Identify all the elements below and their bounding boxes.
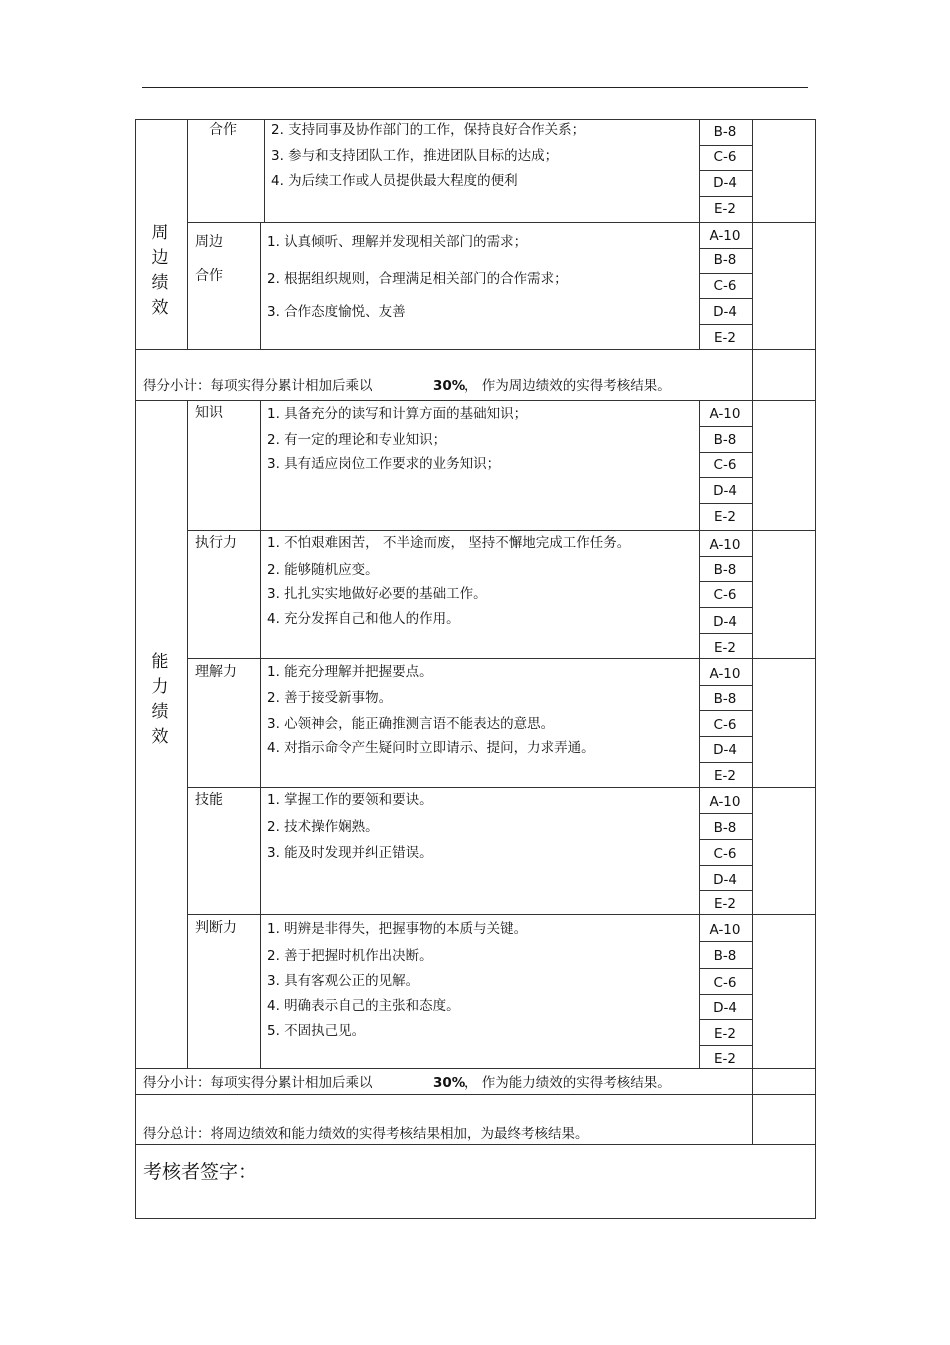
grade-option: E-2: [714, 1026, 736, 1042]
grade-option: C-6: [713, 278, 737, 294]
grade-option: B-8: [713, 562, 737, 578]
grand-total-text: 得分总计：将周边绩效和能力绩效的实得考核结果相加，为最终考核结果。: [143, 1126, 589, 1142]
grade-divider: [699, 273, 752, 274]
grade-option: E-2: [714, 896, 736, 912]
grade-divider: [699, 633, 752, 634]
subcategory-judgment: 判断力: [195, 920, 237, 936]
grade-option: D-4: [713, 614, 737, 630]
grade-option: B-8: [713, 948, 737, 964]
subcategory-execution: 执行力: [195, 535, 237, 551]
subtotal-ability-label: 得分小计：每项实得分累计相加后乘以: [143, 1075, 373, 1091]
row-divider: [187, 914, 816, 915]
criteria-item: 3. 具有适应岗位工作要求的业务知识；: [267, 456, 501, 472]
grade-divider: [699, 968, 752, 969]
grade-divider: [699, 994, 752, 995]
category-ability: 能力绩效: [151, 652, 169, 747]
grade-option: D-4: [713, 175, 737, 191]
grade-divider: [699, 452, 752, 453]
criteria-item: 1. 明辨是非得失，把握事物的本质与关键。: [267, 921, 528, 937]
criteria-item: 4. 对指示命令产生疑问时立即请示、提问，力求弄通。: [267, 740, 595, 756]
subcategory-skill: 技能: [195, 792, 223, 808]
grade-option: B-8: [713, 432, 737, 448]
grade-divider: [699, 170, 752, 171]
grade-divider: [699, 941, 752, 942]
grade-divider: [699, 736, 752, 737]
criteria-item: 4. 明确表示自己的主张和态度。: [267, 998, 460, 1014]
criteria-item: 1. 认真倾听、理解并发现相关部门的需求；: [267, 234, 528, 250]
grade-option: A-10: [709, 666, 741, 682]
grade-divider: [699, 477, 752, 478]
criteria-item: 2. 根据组织规则，合理满足相关部门的合作需求；: [267, 271, 568, 287]
grade-option: A-10: [709, 537, 741, 553]
criteria-item: 2. 善于把握时机作出决断。: [267, 948, 433, 964]
grade-option: B-8: [713, 124, 737, 140]
subcategory-knowledge: 知识: [195, 405, 223, 421]
grade-option: A-10: [709, 922, 741, 938]
criteria-item: 1. 不怕艰难困苦， 不半途而废， 坚持不懈地完成工作任务。: [267, 535, 631, 551]
row-divider: [187, 222, 816, 223]
criteria-item: 1. 能充分理解并把握要点。: [267, 664, 433, 680]
grade-divider: [699, 890, 752, 891]
grade-option: B-8: [713, 252, 737, 268]
subtotal-peripheral-percent: 30%: [433, 378, 466, 394]
grade-option: B-8: [713, 820, 737, 836]
row-divider: [135, 349, 816, 350]
row-divider: [187, 530, 816, 531]
grade-option: D-4: [713, 742, 737, 758]
reviewer-signature-label: 考核者签字：: [143, 1161, 258, 1183]
column-divider: [260, 400, 261, 1068]
subcategory-peripheral-cooperation-line1: 周边: [195, 234, 223, 250]
grade-divider: [699, 581, 752, 582]
column-divider: [260, 222, 261, 349]
grade-divider: [699, 324, 752, 325]
grade-divider: [699, 503, 752, 504]
category-peripheral: 周边绩效: [151, 223, 169, 318]
criteria-item: 3. 合作态度愉悦、友善: [267, 304, 406, 320]
header-rule: [142, 87, 808, 88]
column-divider: [752, 119, 753, 1144]
row-divider: [135, 400, 816, 401]
row-divider: [135, 1068, 816, 1069]
column-divider: [264, 119, 265, 222]
criteria-item: 4. 为后续工作或人员提供最大程度的便利: [271, 173, 518, 189]
grade-option: D-4: [713, 483, 737, 499]
subcategory-cooperation: 合作: [209, 122, 237, 138]
subtotal-peripheral-suffix: ， 作为周边绩效的实得考核结果。: [464, 378, 671, 394]
subtotal-ability-suffix: ， 作为能力绩效的实得考核结果。: [464, 1075, 671, 1091]
grade-option: C-6: [713, 975, 737, 991]
grade-divider: [699, 426, 752, 427]
grade-option: D-4: [713, 1000, 737, 1016]
grade-option: E-2: [714, 640, 736, 656]
grade-divider: [699, 865, 752, 866]
grade-divider: [699, 556, 752, 557]
grade-divider: [699, 762, 752, 763]
grade-option: C-6: [713, 846, 737, 862]
grade-divider: [699, 1045, 752, 1046]
grade-divider: [699, 710, 752, 711]
criteria-item: 2. 支持同事及协作部门的工作，保持良好合作关系；: [271, 122, 586, 138]
grade-option: D-4: [713, 872, 737, 888]
column-divider: [699, 400, 700, 1068]
grade-option: C-6: [713, 717, 737, 733]
grade-divider: [699, 607, 752, 608]
row-divider: [187, 658, 816, 659]
criteria-item: 5. 不固执己见。: [267, 1023, 366, 1039]
grade-option: A-10: [709, 794, 741, 810]
criteria-item: 3. 能及时发现并纠正错误。: [267, 845, 433, 861]
grade-option: E-2: [714, 768, 736, 784]
column-divider: [187, 119, 188, 349]
criteria-item: 2. 善于接受新事物。: [267, 690, 393, 706]
criteria-item: 1. 具备充分的读写和计算方面的基础知识；: [267, 406, 528, 422]
criteria-item: 3. 参与和支持团队工作，推进团队目标的达成；: [271, 148, 559, 164]
grade-divider: [699, 839, 752, 840]
grade-option: C-6: [713, 587, 737, 603]
row-divider: [187, 787, 816, 788]
grade-option: E-2: [714, 330, 736, 346]
subcategory-peripheral-cooperation-line2: 合作: [195, 268, 223, 284]
criteria-item: 4. 充分发挥自己和他人的作用。: [267, 611, 460, 627]
grade-divider: [699, 248, 752, 249]
criteria-item: 2. 有一定的理论和专业知识；: [267, 432, 447, 448]
criteria-item: 2. 能够随机应变。: [267, 562, 379, 578]
grade-option: E-2: [714, 201, 736, 217]
grade-divider: [699, 1019, 752, 1020]
grade-divider: [699, 196, 752, 197]
criteria-item: 3. 扎扎实实地做好必要的基础工作。: [267, 586, 487, 602]
grade-divider: [699, 813, 752, 814]
grade-option: E-2: [714, 509, 736, 525]
criteria-item: 3. 具有客观公正的见解。: [267, 973, 420, 989]
grade-divider: [699, 685, 752, 686]
criteria-item: 1. 掌握工作的要领和要诀。: [267, 792, 433, 808]
subtotal-ability-percent: 30%: [433, 1075, 466, 1091]
grade-option: A-10: [709, 406, 741, 422]
column-divider: [187, 400, 188, 1068]
grade-option: B-8: [713, 691, 737, 707]
row-divider: [135, 1144, 816, 1145]
grade-option: A-10: [709, 228, 741, 244]
subtotal-peripheral-label: 得分小计：每项实得分累计相加后乘以: [143, 378, 373, 394]
criteria-item: 3. 心领神会，能正确推测言语不能表达的意思。: [267, 716, 555, 732]
grade-divider: [699, 298, 752, 299]
row-divider: [135, 1094, 816, 1095]
grade-option: E-2: [714, 1051, 736, 1067]
grade-option: C-6: [713, 457, 737, 473]
grade-option: C-6: [713, 149, 737, 165]
subcategory-comprehension: 理解力: [195, 664, 237, 680]
grade-option: D-4: [713, 304, 737, 320]
criteria-item: 2. 技术操作娴熟。: [267, 819, 379, 835]
grade-divider: [699, 145, 752, 146]
